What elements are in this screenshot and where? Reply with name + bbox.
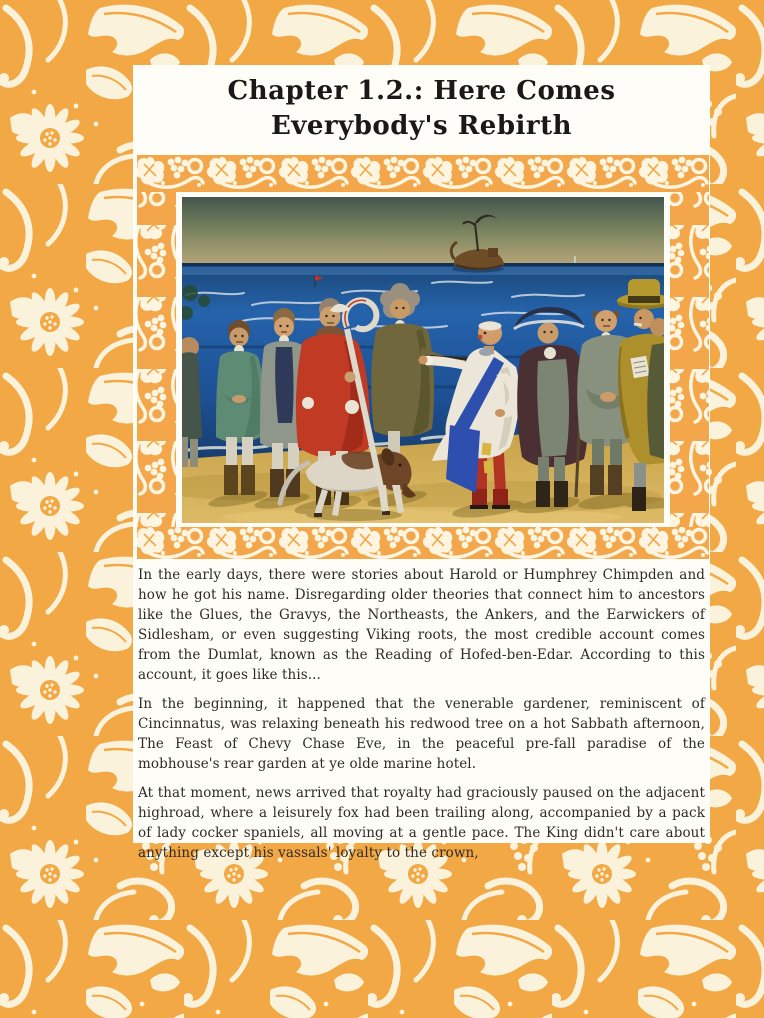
body-paragraph: In the beginning, it happened that the venerable gardener, reminiscent of Cincinnatus, was relaxing beneath his redwood tree on a hot Sabbath afternoon, The Feast of Chevy Chase Eve, in the peaceful pre-fall paradise of the mobhouse's rear garden at ye olde marine hotel.	[138, 696, 705, 772]
body-paragraph: At that moment, news arrived that royalty had graciously paused on the adjacent highroad, where a leisurely fox had been trailing along, accompanied by a pack of lady cocker spaniels, all moving at a gentle pace. The King didn't care about anything except his vassals' loyalty to the crown,	[138, 785, 705, 861]
content-box	[133, 153, 710, 861]
page-title: Chapter 1.2.: Here Comes Everybody's Rebirth	[227, 76, 616, 141]
chapter-illustration	[182, 197, 664, 523]
chapter-title-box	[133, 65, 710, 153]
sky	[182, 197, 664, 267]
body-paragraph: In the early days, there were stories about Harold or Humphrey Chimpden and how he got his name. Disregarding older theories that connect him to ancestors like the Glues, the Gravys, the Northeasts, the Ankers, and the Earwickers of Sidlesham, or even suggesting Viking roots, the most credible account comes from the Dumlat, known as the Reading of Hofed-ben-Edar. According to this account, it goes like this...	[138, 567, 705, 683]
body-text	[138, 565, 705, 872]
